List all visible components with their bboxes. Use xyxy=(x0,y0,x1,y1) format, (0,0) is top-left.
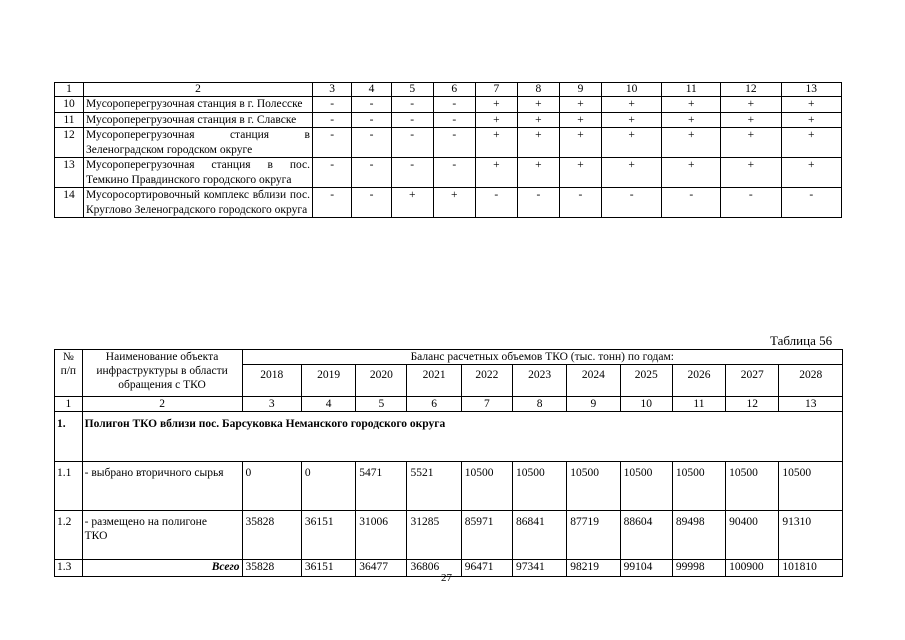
header-cell: 1 xyxy=(55,83,84,97)
header-cell: 4 xyxy=(352,83,391,97)
header-cell: 11 xyxy=(662,83,721,97)
year-mark: + xyxy=(721,128,781,158)
year-mark: - xyxy=(313,112,352,128)
page-number: 27 xyxy=(441,572,452,584)
index-cell: 12 xyxy=(726,397,779,412)
year-cell: 2026 xyxy=(672,365,725,397)
year-mark: + xyxy=(559,128,601,158)
table-header-row xyxy=(55,350,843,365)
value-cell: 35828 xyxy=(242,511,301,560)
value-cell: 99104 xyxy=(620,560,672,577)
year-mark: - xyxy=(352,128,391,158)
year-mark: - xyxy=(433,112,475,128)
value-cell: 0 xyxy=(301,462,355,511)
header-cell: 7 xyxy=(475,83,517,97)
value-cell: 10500 xyxy=(461,462,512,511)
year-mark: + xyxy=(721,112,781,128)
row-number: 14 xyxy=(55,188,84,218)
year-cell: 2024 xyxy=(567,365,620,397)
value-cell: 0 xyxy=(242,462,301,511)
value-cell: 90400 xyxy=(726,511,779,560)
year-mark: - xyxy=(352,112,391,128)
table-row xyxy=(55,128,842,158)
value-cell: 87719 xyxy=(567,511,620,560)
row-number: 1.1 xyxy=(55,462,83,511)
header-cell: 2 xyxy=(84,83,313,97)
year-mark: + xyxy=(475,97,517,113)
year-mark: + xyxy=(662,112,721,128)
header-cell: 5 xyxy=(391,83,433,97)
year-mark: - xyxy=(517,188,559,218)
year-mark: - xyxy=(781,188,841,218)
index-cell: 6 xyxy=(407,397,461,412)
row-number: 1.2 xyxy=(55,511,83,560)
header-name: Наименование объекта инфраструктуры в области обращения с ТКО xyxy=(82,350,242,397)
waste-balance-table xyxy=(54,349,843,577)
index-cell: 8 xyxy=(512,397,566,412)
index-cell: 3 xyxy=(242,397,301,412)
year-cell: 2018 xyxy=(242,365,301,397)
value-cell: 86841 xyxy=(512,511,566,560)
header-cell: 3 xyxy=(313,83,352,97)
year-mark: - xyxy=(601,188,661,218)
value-cell: 101810 xyxy=(779,560,843,577)
header-num: № п/п xyxy=(55,350,83,397)
table-row xyxy=(55,188,842,218)
infrastructure-schedule-table xyxy=(54,82,842,218)
index-row xyxy=(55,397,843,412)
row-number: 1.3 xyxy=(55,560,83,577)
value-cell: 35828 xyxy=(242,560,301,577)
year-mark: - xyxy=(475,188,517,218)
value-cell: 10500 xyxy=(779,462,843,511)
index-cell: 5 xyxy=(356,397,407,412)
year-mark: - xyxy=(313,188,352,218)
year-cell: 2027 xyxy=(726,365,779,397)
value-cell: 10500 xyxy=(620,462,672,511)
row-name: - выбрано вторичного сырья xyxy=(82,462,242,511)
year-cell: 2025 xyxy=(620,365,672,397)
index-cell: 13 xyxy=(779,397,843,412)
index-cell: 9 xyxy=(567,397,620,412)
year-cell: 2028 xyxy=(779,365,843,397)
year-mark: + xyxy=(475,158,517,188)
year-mark: - xyxy=(352,188,391,218)
year-mark: - xyxy=(721,188,781,218)
value-cell: 10500 xyxy=(512,462,566,511)
section-number: 1. xyxy=(55,412,83,462)
year-cell: 2022 xyxy=(461,365,512,397)
row-number: 11 xyxy=(55,112,84,128)
year-mark: - xyxy=(352,97,391,113)
year-mark: + xyxy=(601,128,661,158)
facility-name: Мусороперегрузочная станция в пос. Темкино Правдинского городского округа xyxy=(84,158,313,188)
header-cell: 6 xyxy=(433,83,475,97)
value-cell: 98219 xyxy=(567,560,620,577)
year-mark: + xyxy=(781,97,841,113)
value-cell: 10500 xyxy=(672,462,725,511)
row-number: 13 xyxy=(55,158,84,188)
year-mark: + xyxy=(517,158,559,188)
value-cell: 36806 xyxy=(407,560,461,577)
section-title: Полигон ТКО вблизи пос. Барсуковка Неманского городского округа xyxy=(82,412,842,462)
year-mark: + xyxy=(781,128,841,158)
value-cell: 88604 xyxy=(620,511,672,560)
year-cell: 2019 xyxy=(301,365,355,397)
year-mark: + xyxy=(781,158,841,188)
year-mark: + xyxy=(517,97,559,113)
value-cell: 36477 xyxy=(356,560,407,577)
table-header-row xyxy=(55,83,842,97)
index-cell: 10 xyxy=(620,397,672,412)
value-cell: 100900 xyxy=(726,560,779,577)
header-balance: Баланс расчетных объемов ТКО (тыс. тонн) по годам: xyxy=(242,350,843,365)
year-mark: + xyxy=(475,112,517,128)
year-mark: + xyxy=(475,128,517,158)
year-mark: + xyxy=(559,158,601,188)
value-cell: 31006 xyxy=(356,511,407,560)
header-cell: 8 xyxy=(517,83,559,97)
total-label: Всего xyxy=(82,560,242,577)
year-mark: + xyxy=(601,97,661,113)
facility-name: Мусороперегрузочная станция в г. Славске xyxy=(84,112,313,128)
header-cell: 9 xyxy=(559,83,601,97)
year-mark: + xyxy=(517,112,559,128)
index-cell: 11 xyxy=(672,397,725,412)
table-row xyxy=(55,511,843,560)
year-mark: + xyxy=(433,188,475,218)
value-cell: 31285 xyxy=(407,511,461,560)
section-row xyxy=(55,412,843,462)
table-row xyxy=(55,462,843,511)
year-mark: - xyxy=(391,97,433,113)
header-cell: 12 xyxy=(721,83,781,97)
year-mark: - xyxy=(391,112,433,128)
header-cell: 13 xyxy=(781,83,841,97)
index-cell: 2 xyxy=(82,397,242,412)
row-name: - размещено на полигоне ТКО xyxy=(82,511,242,560)
year-mark: + xyxy=(662,158,721,188)
year-mark: - xyxy=(559,188,601,218)
year-mark: - xyxy=(313,97,352,113)
year-mark: - xyxy=(433,97,475,113)
value-cell: 5521 xyxy=(407,462,461,511)
header-cell: 10 xyxy=(601,83,661,97)
value-cell: 5471 xyxy=(356,462,407,511)
value-cell: 10500 xyxy=(567,462,620,511)
year-mark: + xyxy=(662,128,721,158)
year-mark: - xyxy=(391,128,433,158)
year-mark: + xyxy=(721,158,781,188)
index-cell: 4 xyxy=(301,397,355,412)
year-cell: 2020 xyxy=(356,365,407,397)
year-mark: + xyxy=(601,112,661,128)
table-row xyxy=(55,112,842,128)
index-cell: 7 xyxy=(461,397,512,412)
value-cell: 89498 xyxy=(672,511,725,560)
table-caption: Таблица 56 xyxy=(770,333,833,348)
year-mark: - xyxy=(352,158,391,188)
year-mark: + xyxy=(662,97,721,113)
year-mark: - xyxy=(662,188,721,218)
facility-name: Мусоросортировочный комплекс вблизи пос. Круглово Зеленоградского городского округа xyxy=(84,188,313,218)
year-mark: - xyxy=(313,158,352,188)
table-row xyxy=(55,158,842,188)
year-mark: + xyxy=(721,97,781,113)
value-cell: 91310 xyxy=(779,511,843,560)
facility-name: Мусороперегрузочная станция в г. Полесске xyxy=(84,97,313,113)
row-number: 10 xyxy=(55,97,84,113)
row-number: 12 xyxy=(55,128,84,158)
table-row xyxy=(55,97,842,113)
year-mark: + xyxy=(601,158,661,188)
value-cell: 36151 xyxy=(301,560,355,577)
value-cell: 97341 xyxy=(512,560,566,577)
year-mark: - xyxy=(313,128,352,158)
year-cell: 2021 xyxy=(407,365,461,397)
year-mark: - xyxy=(391,158,433,188)
year-mark: + xyxy=(559,97,601,113)
facility-name: Мусороперегрузочная станция в Зеленоградском городском округе xyxy=(84,128,313,158)
year-mark: + xyxy=(391,188,433,218)
year-mark: - xyxy=(433,128,475,158)
value-cell: 85971 xyxy=(461,511,512,560)
value-cell: 10500 xyxy=(726,462,779,511)
value-cell: 96471 xyxy=(461,560,512,577)
year-mark: - xyxy=(433,158,475,188)
year-cell: 2023 xyxy=(512,365,566,397)
year-mark: + xyxy=(559,112,601,128)
index-cell: 1 xyxy=(55,397,83,412)
year-mark: + xyxy=(781,112,841,128)
value-cell: 99998 xyxy=(672,560,725,577)
year-mark: + xyxy=(517,128,559,158)
value-cell: 36151 xyxy=(301,511,355,560)
